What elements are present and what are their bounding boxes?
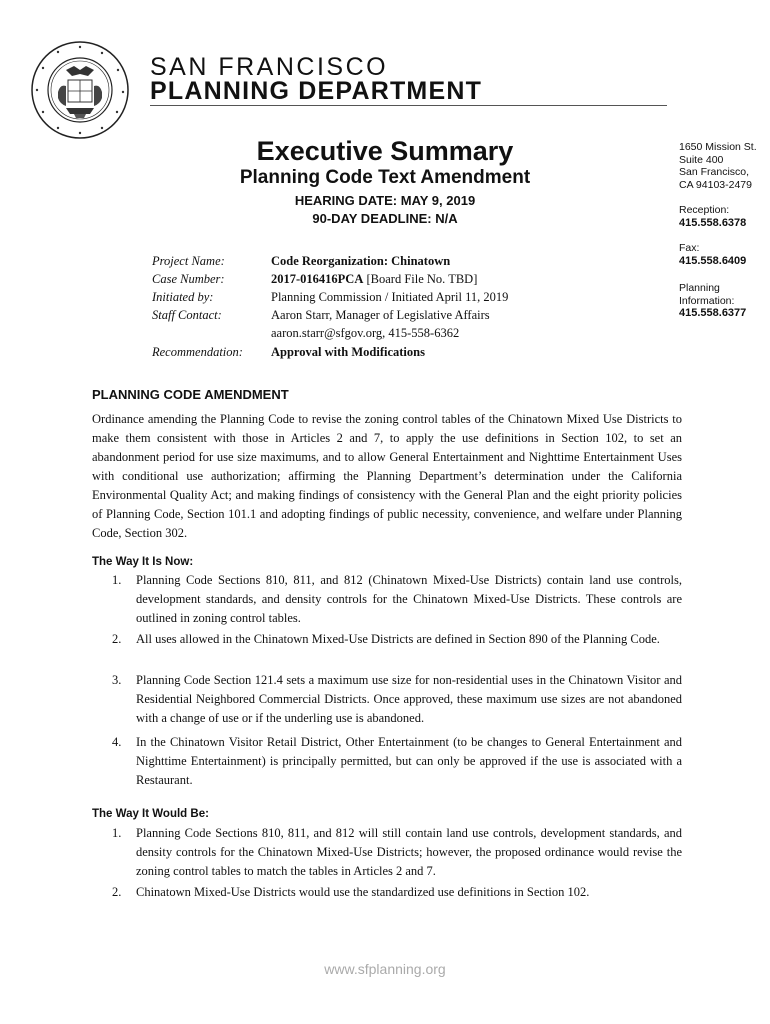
recommendation-label: Recommendation:: [152, 345, 243, 359]
list-text: Chinatown Mixed-Use Districts would use the standardized use definitions in Section 102.: [136, 885, 590, 899]
deadline: 90-DAY DEADLINE: N/A: [312, 211, 458, 226]
list-number: 4.: [112, 735, 122, 749]
case-number-label: Case Number:: [152, 272, 225, 286]
sidebar-reception: [679, 204, 746, 229]
initiated-by-label: Initiated by:: [152, 290, 214, 304]
org-department-name: PLANNING DEPARTMENT: [150, 77, 483, 105]
header-divider: [150, 105, 667, 106]
document-subtitle: Planning Code Text Amendment: [239, 167, 531, 188]
fax-phone: 415.558.6409: [679, 254, 747, 267]
list-text: Planning Code Section 121.4 sets a maximum use size for non-residential uses in the Chinatown Visitor and Residential Neighbored Commercial Districts. Once approved, these maximum use sizes are not abandoned with a change of use or if the underling use is abandoned.: [136, 673, 682, 725]
list-number: 2.: [112, 885, 122, 899]
list-text: Planning Code Sections 810, 811, and 812 (Chinatown Mixed-Use Districts) contain land use controls, development standards, and density controls for the Chinatown Mixed-Use Districts. These controls are outlined in zoning control tables.: [136, 573, 682, 625]
sidebar-fax: [679, 242, 746, 267]
footer-url: www.sfplanning.org: [324, 961, 446, 977]
recommendation-text: Approval with Modifications: [271, 345, 425, 359]
staff-contact-value: Aaron Starr, Manager of Legislative Affairs: [271, 308, 490, 322]
list-item: [112, 571, 682, 628]
sidebar-planning-info: [679, 282, 746, 320]
list-text: Planning Code Sections 810, 811, and 812 will still contain land use controls, development standards, and density controls for the Chinatown Mixed-Use Districts; however, the proposed ordinance would revise the zoning control tables to match the tables in Articles 2 and 7.: [136, 826, 682, 878]
list-item: [112, 630, 682, 649]
case-number-value: [271, 272, 477, 287]
initiated-by-value: Planning Commission / Initiated April 11, 2019: [271, 290, 509, 304]
address-line: CA 94103-2479: [679, 178, 752, 191]
city-seal-logo: [30, 40, 130, 140]
staff-contact-label: Staff Contact:: [152, 308, 222, 322]
staff-contact-email-phone: aaron.starr@sfgov.org, 415-558-6362: [271, 326, 460, 340]
section-heading-would-be: The Way It Would Be:: [92, 808, 209, 820]
section-heading-now: The Way It Is Now:: [92, 556, 194, 568]
list-text: In the Chinatown Visitor Retail District, Other Entertainment (to be changes to General Entertainment and Nighttime Entertainment) is principally permitted, but can only be approved if the use is associated with a Restaurant.: [136, 735, 682, 787]
reception-phone: 415.558.6378: [679, 216, 747, 229]
list-number: 3.: [112, 673, 122, 687]
list-number: 1.: [112, 826, 122, 840]
org-city-name: SAN FRANCISCO: [150, 53, 389, 81]
case-number-rest: [Board File No. TBD]: [363, 272, 478, 286]
fax-label: Fax:: [679, 242, 700, 254]
document-title: Executive Summary: [256, 136, 514, 166]
amendment-paragraph: Ordinance amending the Planning Code to revise the zoning control tables of the Chinatown Mixed Use Districts to make them consistent with those in Articles 2 and 7, to apply the use definitions in Section 102, to set an abandonment period for use size maximums, and to allow General Entertainment and Nighttime Entertainment Uses with conditional use authorization; affirming the Planning Department’s determination under the California Environmental Quality Act; and making findings of consistency with the General Plan and the eight priority policies of Planning Code, Section 101.1 and adopting findings of public necessity, convenience, and welfare under Planning Code, Section 302.: [92, 412, 682, 540]
sidebar-address: [679, 141, 757, 191]
address-line: 1650 Mission St.: [679, 141, 757, 153]
project-name-value: [271, 254, 450, 269]
list-item: [112, 824, 682, 881]
section-heading-amendment: PLANNING CODE AMENDMENT: [92, 387, 289, 402]
recommendation-value: [271, 345, 425, 360]
address-line: Suite 400: [679, 153, 724, 166]
list-item: [112, 733, 682, 790]
project-name-label: Project Name:: [152, 254, 225, 268]
case-number-bold: 2017-016416PCA: [271, 272, 364, 286]
address-line: San Francisco,: [679, 166, 750, 178]
info-label: Planning: [679, 282, 720, 294]
hearing-date: HEARING DATE: MAY 9, 2019: [294, 193, 476, 208]
list-number: 2.: [112, 632, 122, 646]
list-item: [112, 883, 682, 902]
info-label: Information:: [679, 294, 735, 307]
list-text: All uses allowed in the Chinatown Mixed-Use Districts are defined in Section 890 of the Planning Code.: [136, 632, 660, 646]
list-item: [112, 671, 682, 728]
project-name-text: Code Reorganization: Chinatown: [271, 254, 451, 268]
list-number: 1.: [112, 573, 122, 587]
reception-label: Reception:: [679, 204, 730, 216]
info-phone: 415.558.6377: [679, 307, 747, 319]
